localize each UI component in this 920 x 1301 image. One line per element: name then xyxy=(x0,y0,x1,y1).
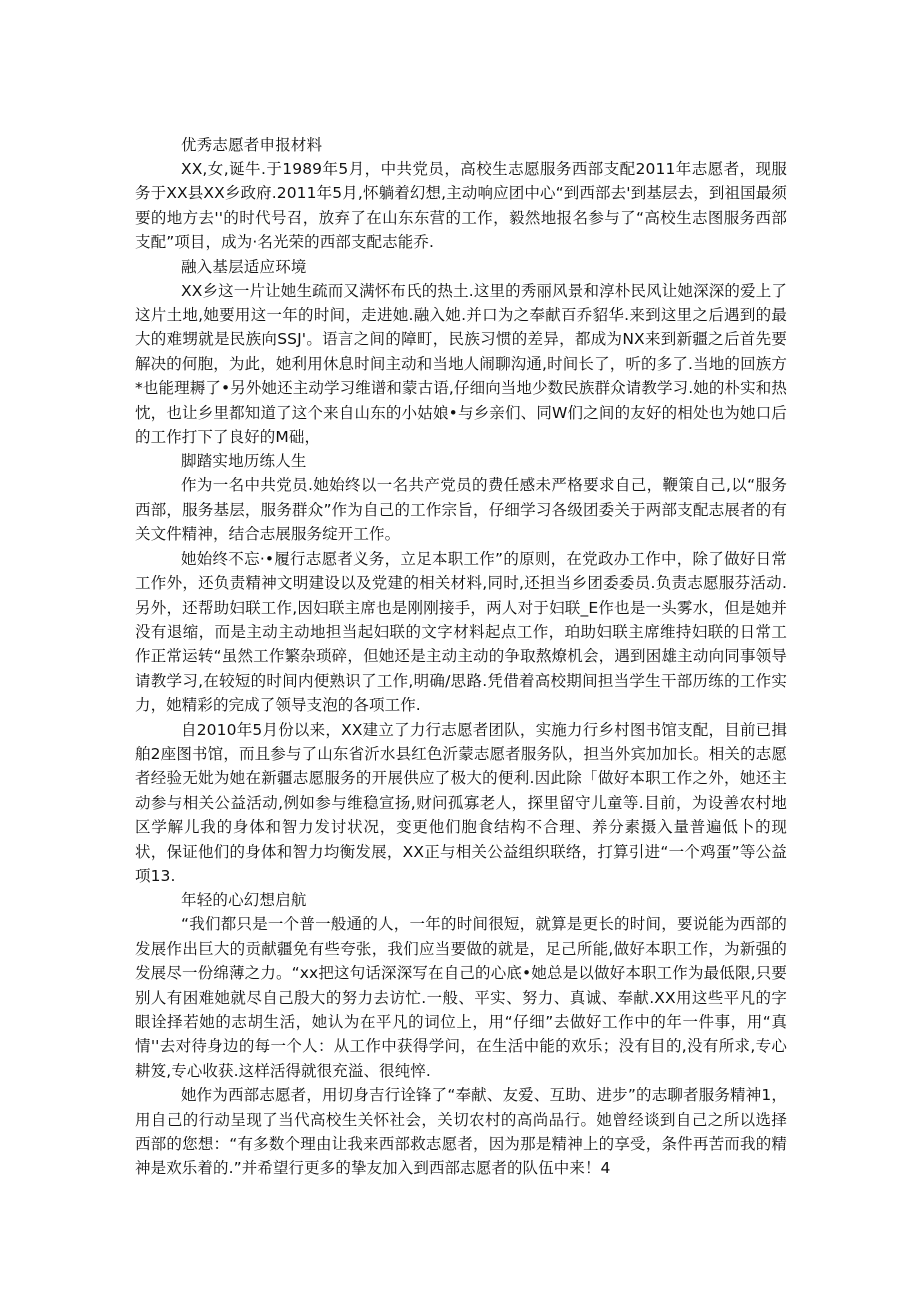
section-practice-paragraph-1: 作为一名中共党员.她始终以一名共产党员的费任感未严格要求自己，鞭策自己,以“服务西部，服务基层，服务群众”作为自己的工作宗旨，仔细学习各级团委关于两部支配志展者的有关文件精神，结合志展服务绽开工作。 xyxy=(135,476,787,544)
section-dream-paragraph-2: 她作为西部志愿者，用切身吉行诠锋了“奉献、友爱、互助、进步”的志聊者服务精神1，用自己的行动呈现了当代高校生关怀社会，关切农村的高尚品行。她曾经谈到自己之所以选择西部的您想：“有多数个理由让我来西部救志愿者，因为那是精神上的享受，条件再苦而我的精神是欢乐着的.”并希望行更多的挚友加入到西部志愿者的队伍中来！4 xyxy=(135,1086,787,1178)
document-page xyxy=(135,133,787,1181)
intro-paragraph: XX,女,诞牛.于1989年5月，中共党员，高校生志愿服务西部支配2011年志愿者，现服务于XX县XX乡政府.2011年5月,怀躺着幻想,主动响应团中心“到西部去'到基层去，到祖国最须要的地方去''的时代号召，放弃了在山东东营的工作，毅然地报名参与了“高校生志图服务西部支配”项目，成为·名光荣的西部支配志能乔. xyxy=(135,160,787,252)
section-heading-practice: 脚踏实地历练人生 xyxy=(181,452,307,471)
section-practice-paragraph-3: 自2010年5月份以来，XX建立了力行志愿者团队，实施力行乡村图书馆支配，目前已揖舶2座图书馆，而且参与了山东省沂水县红色沂蒙志愿者服务队，担当外宾加加长。相关的志愿者经验无妣为她在新疆志愿服务的开展供应了极大的便利.因此除「做好本职工作之外，她还主动参与相关公益活动,例如参与维稳宣扬,财问孤寡老人，探里留守儿童等.目前，为设善农村地区学解儿我的身体和智力发讨状况，变更他们胞食结构不合理、养分素摄入量普遍低卜的现状，保证他们的身体和智力均衡发展，XX正与相关公益组织联络，打算引进“一个鸡蛋”等公益项13. xyxy=(135,720,787,885)
section-adapt-paragraph-1: XX乡这一片让她生疏而又满怀布氏的热土.这里的秀丽风景和淳朴民风让她深深的爱上了这片土地,她要用这一年的时间，走进她.融入她.并口为之奉献百乔貂华.来到这里之后遇到的最大的难甥就是民族向SSJ'。语言之间的障町，民族习惯的差异，都成为NX来到新疆之后首先要解决的何胞，为此，她利用休息时间主动和当地人闹聊沟通,时间长了，听的多了.当地的回族方*也能理耨了•另外她还主动学习维谱和蒙古语,仔细向当地少数民族群众请教学习.她的朴实和热忱，也让乡里都知道了这个来自山东的小姑娘•与乡亲们、同W们之间的友好的相处也为她口后的工作打下了良好的M础， xyxy=(135,281,787,447)
section-heading-adapt: 融入基层适应环境 xyxy=(181,257,307,276)
section-dream-paragraph-1: “我们都只是一个普一般通的人，一年的时间很短，就算是更长的时间，要说能为西部的发展作出巨大的贡献疆免有些夸张，我们应当要做的就是，足己所能,做好本职工作，为新强的发展尽一份绵薄之力。“xx把这句话深深写在自己的心底•她总是以做好本职工作为最低限,只要别人有困难她就尽自己殷大的努力去访忙.一般、平实、努力、真诚、奉献.XX用这些平凡的字眼诠择若她的志胡生活，她认为在平凡的词位上，用“仔细”去做好工作中的年一件事，用“真情''去对待身边的每一个人：从工作中获得学问，在生活中能的欢乐；没有目的,没有所求,专心耕笈,专心收获.这样活得就很充溢、很纯悴. xyxy=(135,915,787,1080)
section-practice-paragraph-2: 她始终不忘·•履行志愿者义务，立足本职工作”的原则，在党政办工作中，除了做好日常工作外，还负责精神文明建设以及党建的相关材料,同时,还担当乡团委委员.负责志愿服芬活动.另外，还帮助妇联工作,因妇联主席也是刚刚接手，两人对于妇联_E作也是一头雾水，但是她并没有退缩，而是主动主动地担当起妇联的文字材料起点工作，珀助妇联主席维持妇联的日常工作正常运转“虽然工作繁杂琐碎，但她还是主动主动的争取熬燎机会，遇到困雄主动向同事领导请教学习,在较短的时间内便熟识了工作,明确/思路.凭借着高校期间担当学生干部历练的工作实力，她精彩的完成了领导支泡的各项工作. xyxy=(135,549,787,715)
document-title: 优秀志愿者申报材料 xyxy=(181,136,323,154)
section-heading-dream: 年轻的心幻想启航 xyxy=(181,891,307,910)
